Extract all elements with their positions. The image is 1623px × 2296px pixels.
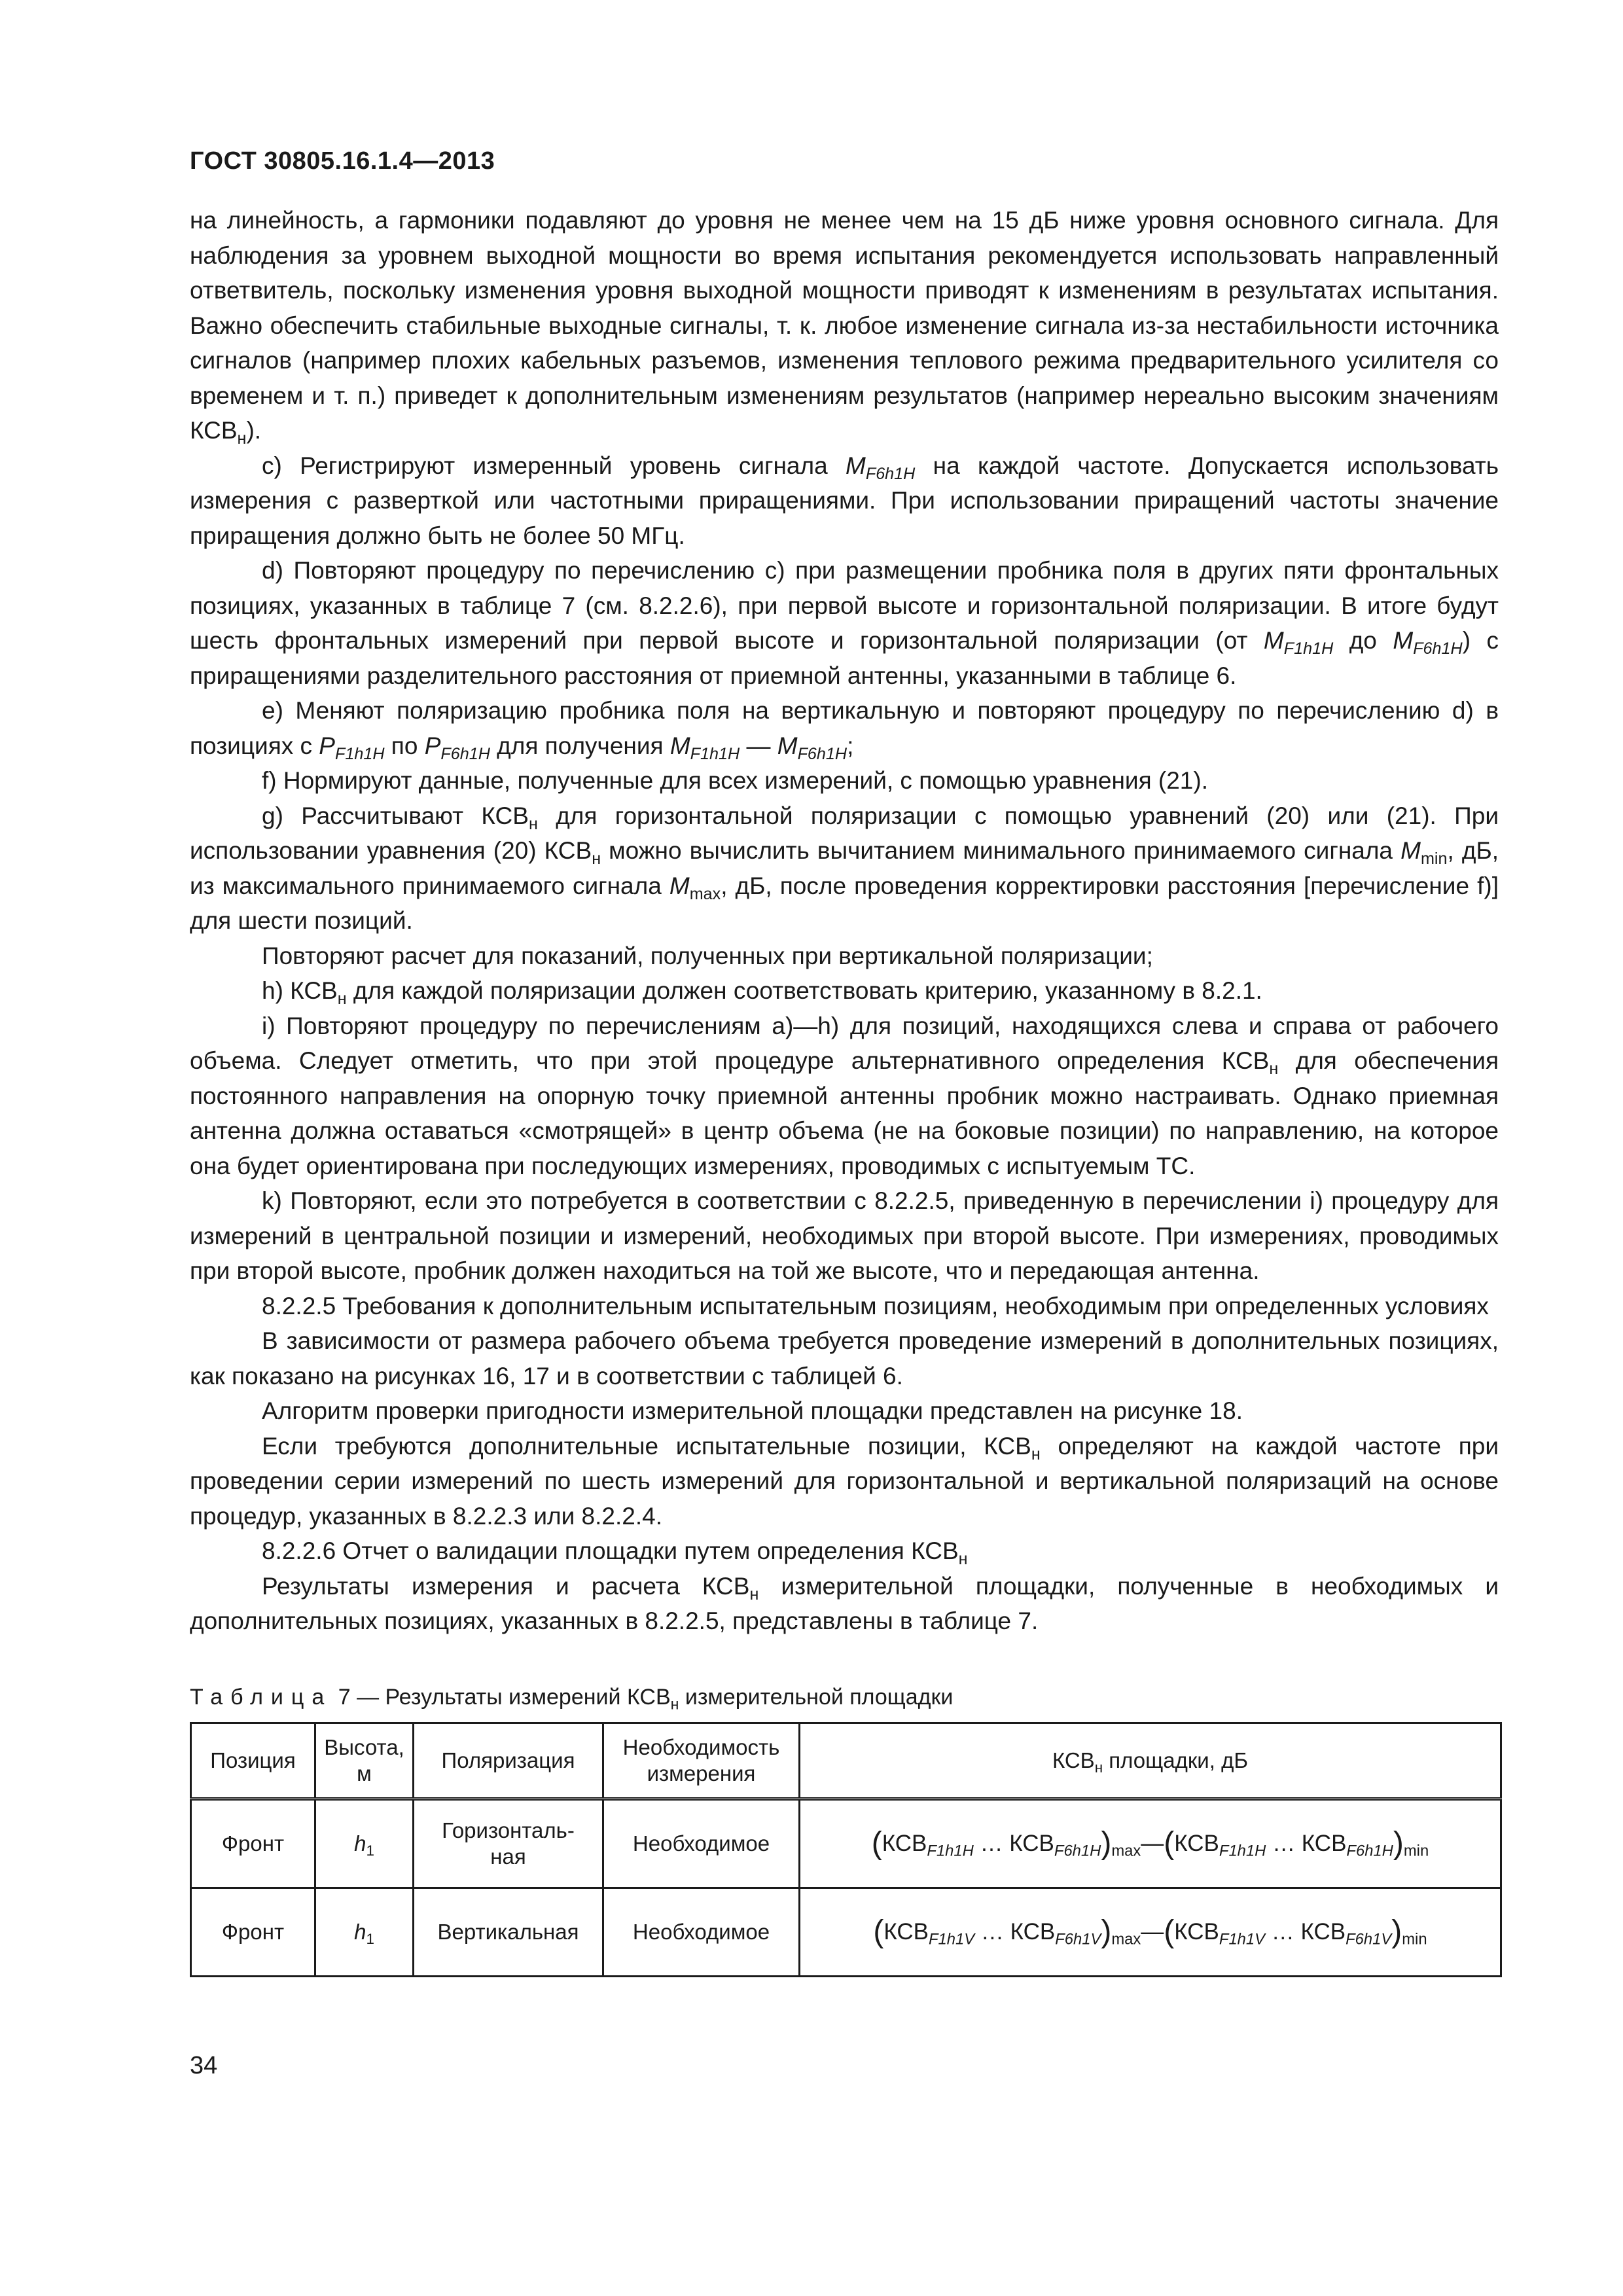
- paren: (: [873, 1914, 884, 1949]
- text: Если требуются дополнительные испытательные позиции, КСВ: [262, 1432, 1031, 1460]
- caption-label: Таблица: [190, 1684, 332, 1710]
- text: измерительной площадки: [679, 1684, 954, 1710]
- subscript: н: [1269, 1060, 1279, 1079]
- section-8225: 8.2.2.5 Требования к дополнительным испытательным позициям, необходимым при определенных условиях: [262, 1292, 1489, 1319]
- text: КСВ: [1301, 1830, 1347, 1856]
- results-table: [190, 1722, 1502, 1977]
- text: до: [1333, 627, 1393, 654]
- paragraph-item-c: [190, 448, 1499, 554]
- text: для получения: [490, 732, 670, 759]
- text: КСВ: [1009, 1830, 1054, 1856]
- text: площадки, дБ: [1103, 1748, 1248, 1772]
- text: с) Регистрируют измеренный уровень сигнала: [262, 452, 846, 479]
- paragraph-item-k: k) Повторяют, если это потребуется в соответствии с 8.2.2.5, приведенную в перечислении i) процедуру для измерений в центральной позиции и измерений, необходимых при второй высоте. При измерениях, проводимых при второй высоте, пробник должен находиться на той же высоте, что и передающая антенна.: [190, 1187, 1499, 1284]
- text: Вертикальная: [437, 1919, 579, 1944]
- symbol: M: [669, 872, 690, 899]
- paragraph-algorithm: Алгоритм проверки пригодности измерительной площадки представлен на рисунке 18.: [262, 1397, 1243, 1424]
- cell-height: [315, 1799, 414, 1888]
- cell-vswr-formula: [800, 1888, 1501, 1976]
- text: м: [357, 1761, 372, 1785]
- text: …: [973, 1830, 1010, 1856]
- subscript: F1h1V: [1219, 1930, 1266, 1948]
- cell-position: Фронт: [191, 1888, 315, 1976]
- paren: ): [1393, 1825, 1404, 1861]
- paragraph-results: [190, 1569, 1499, 1639]
- subscript: F1h1H: [927, 1842, 974, 1860]
- symbol: M: [1263, 627, 1284, 654]
- subscript: max: [1111, 1842, 1141, 1860]
- subscript: F1h1H: [334, 744, 385, 763]
- text: 7 — Результаты измерений КСВ: [332, 1684, 671, 1710]
- document-header: ГОСТ 30805.16.1.4—2013: [190, 147, 495, 175]
- symbol: h: [354, 1919, 366, 1944]
- subscript: н: [1094, 1759, 1103, 1776]
- text: определяют на каждой частоте при проведении серии измерений по шесть измерений для горизонтальной и вертикальной поляризаций на основе процедур, указанных в 8.2.2.3 или 8.2.2.4.: [190, 1432, 1499, 1530]
- symbol: M: [1400, 837, 1421, 864]
- subscript: F6h1H: [797, 744, 847, 763]
- header-polarization: Поляризация: [414, 1723, 603, 1799]
- cell-polarization: [414, 1888, 603, 1976]
- text: по: [384, 732, 425, 759]
- text: КСВ: [1174, 1830, 1219, 1856]
- header-position: Позиция: [191, 1723, 315, 1799]
- paragraph-item-e: [190, 693, 1499, 763]
- text: для обеспечения постоянного направления на опорную точку приемной антенны пробник можно настраивать. Однако приемная антенна должна оставаться «смотрящей» в центр объема (не на боковые позиции) по направлению, на которое она будет ориентирована при последующих измерениях, проводимых с испытуемым ТС.: [190, 1047, 1499, 1179]
- subscript: F1h1H: [1283, 639, 1334, 658]
- text: d) Повторяют процедуру по перечислению с) при размещении пробника поля в других пяти фронтальных позициях, указанных в таблице 7 (см. 8.2.2.6), при первой высоте и горизонтальной поляризации. В итоге будут шесть фронтальных измерений при первой высоте и горизонтальной поляризации (от: [190, 557, 1499, 654]
- text: ).: [246, 417, 262, 444]
- subscript: 1: [366, 1842, 374, 1859]
- text: е) Меняют поляризацию пробника поля на вертикальную и повторяют процедуру по перечислению d) в позициях с: [190, 697, 1499, 759]
- text: —: [1141, 1918, 1164, 1945]
- text: —: [740, 732, 777, 759]
- symbol: P: [319, 732, 335, 759]
- text: g) Рассчитывают КСВ: [262, 802, 529, 829]
- text: 8.2.2.6 Отчет о валидации площадки путем определения КСВ: [262, 1537, 959, 1564]
- text: …: [974, 1918, 1010, 1945]
- paragraph-continuation: [190, 203, 1499, 448]
- paren: (: [871, 1825, 882, 1861]
- subscript: F1h1V: [929, 1930, 975, 1948]
- text: i) Повторяют процедуру по перечислениям а)—h) для позиций, находящихся слева и справа от рабочего объема. Следует отметить, что при этой процедуре альтернативного определения КСВ: [190, 1012, 1499, 1074]
- cell-height: [315, 1888, 414, 1976]
- text: , дБ, из максимального принимаемого сигнала: [190, 837, 1499, 899]
- subscript: F6h1H: [865, 464, 916, 483]
- text: измерения: [647, 1761, 756, 1785]
- text: h) КСВ: [262, 977, 338, 1004]
- table-header-row: [191, 1723, 1501, 1799]
- paren: ): [1391, 1914, 1402, 1949]
- subscript: F1h1H: [1219, 1842, 1266, 1860]
- paragraph-depend: В зависимости от размера рабочего объема требуется проведение измерений в дополнительных позициях, как показано на рисунках 16, 17 и в соответствии с таблицей 6.: [190, 1327, 1499, 1390]
- symbol: M: [846, 452, 866, 479]
- section-8226: [190, 1534, 1499, 1569]
- text: измерительной площадки, полученные в необходимых и дополнительных позициях, указанных в 8.2.2.5, представлены в таблице 7.: [190, 1572, 1499, 1634]
- paragraph-repeat: Повторяют расчет для показаний, полученных при вертикальной поляризации;: [262, 942, 1153, 969]
- subscript: F6h1H: [440, 744, 490, 763]
- header-height: [315, 1723, 414, 1799]
- text: на линейность, а гармоники подавляют до уровня не менее чем на 15 дБ ниже уровня основного сигнала. Для наблюдения за уровнем выходной мощности во время испытания рекомендуется использовать направленный ответвитель, поскольку изменения уровня выходной мощности приводят к изменениям в результатах испытания. Важно обеспечить стабильные выходные сигналы, т. к. любое изменение сигнала из-за нестабильности источника сигналов (например плохих кабельных разъемов, изменения теплового режима предварительного усилителя со временем и т. п.) приведет к дополнительным изменениям результатов (например нереально высоким значениям КСВ: [190, 207, 1499, 444]
- subscript: н: [1031, 1444, 1041, 1463]
- subscript: F6h1V: [1055, 1930, 1101, 1948]
- subscript: min: [1420, 850, 1448, 869]
- paren: (: [1164, 1825, 1175, 1861]
- symbol: M: [1393, 627, 1414, 654]
- subscript: н: [337, 990, 347, 1009]
- body-text: [190, 203, 1499, 1639]
- subscript: F6h1H: [1413, 639, 1463, 658]
- text: КСВ: [1300, 1918, 1346, 1945]
- cell-position: Фронт: [191, 1799, 315, 1888]
- text: ;: [847, 732, 854, 759]
- page-number: 34: [190, 2052, 218, 2079]
- subscript: F6h1H: [1054, 1842, 1101, 1860]
- subscript: F1h1H: [690, 744, 740, 763]
- paragraph-item-h: [190, 973, 1499, 1009]
- paren: ): [1101, 1825, 1112, 1861]
- text: КСВ: [882, 1830, 927, 1856]
- paragraph-item-i: [190, 1009, 1499, 1184]
- paragraph-additional: [190, 1429, 1499, 1534]
- table-row: [191, 1799, 1501, 1888]
- paragraph-item-d: [190, 553, 1499, 693]
- subscript: н: [592, 850, 601, 869]
- text: …: [1265, 1918, 1301, 1945]
- subscript: н: [237, 429, 247, 448]
- subscript: F6h1H: [1346, 1842, 1393, 1860]
- text: для каждой поляризации должен соответствовать критерию, указанному в 8.2.1.: [346, 977, 1262, 1004]
- symbol: P: [424, 732, 441, 759]
- text: КСВ: [1052, 1748, 1095, 1772]
- document-page: [190, 147, 1499, 1977]
- symbol: M: [777, 732, 798, 759]
- subscript: max: [1111, 1930, 1141, 1948]
- text: Необходимость: [622, 1734, 780, 1759]
- text: ) с приращениями разделительного расстояния от приемной антенны, указанными в таблице 6.: [190, 627, 1499, 689]
- subscript: min: [1403, 1842, 1429, 1860]
- text: КСВ: [1010, 1918, 1056, 1945]
- text: КСВ: [1174, 1918, 1219, 1945]
- table-row: [191, 1888, 1501, 1976]
- text: КСВ: [883, 1918, 929, 1945]
- subscript: max: [689, 884, 721, 903]
- text: Горизонталь-: [442, 1818, 575, 1842]
- subscript: н: [958, 1550, 968, 1569]
- cell-necessity: Необходимое: [603, 1888, 800, 1976]
- subscript: н: [749, 1585, 759, 1604]
- paragraph-item-g: [190, 798, 1499, 939]
- text: —: [1141, 1830, 1164, 1856]
- table-caption: [190, 1685, 1499, 1710]
- text: , дБ, после проведения корректировки расстояния [перечисление f)] для шести позиций.: [190, 872, 1499, 934]
- cell-polarization: [414, 1799, 603, 1888]
- symbol: h: [354, 1831, 366, 1856]
- text: …: [1266, 1830, 1302, 1856]
- text: Высота,: [324, 1734, 404, 1759]
- subscript: min: [1402, 1930, 1427, 1948]
- text: на каждой частоте. Допускается использовать измерения с разверткой или частотными приращениями. При использовании приращений частоты значение приращения должно быть не более 50 МГц.: [190, 452, 1499, 549]
- header-necessity: [603, 1723, 800, 1799]
- symbol: M: [669, 732, 690, 759]
- text: Результаты измерения и расчета КСВ: [262, 1572, 750, 1600]
- cell-vswr-formula: [800, 1799, 1501, 1888]
- paragraph-item-f: f) Нормируют данные, полученные для всех измерений, с помощью уравнения (21).: [262, 767, 1208, 794]
- subscript: н: [670, 1695, 679, 1712]
- text: ная: [490, 1844, 526, 1869]
- subscript: 1: [366, 1930, 374, 1947]
- subscript: н: [528, 814, 538, 833]
- header-vswr: [800, 1723, 1501, 1799]
- text: для горизонтальной поляризации с помощью уравнений (20) или (21). При использовании уравнения (20) КСВ: [190, 802, 1499, 864]
- paren: ): [1101, 1914, 1112, 1949]
- paren: (: [1164, 1914, 1175, 1949]
- cell-necessity: Необходимое: [603, 1799, 800, 1888]
- subscript: F6h1V: [1346, 1930, 1392, 1948]
- text: можно вычислить вычитанием минимального принимаемого сигнала: [601, 837, 1401, 864]
